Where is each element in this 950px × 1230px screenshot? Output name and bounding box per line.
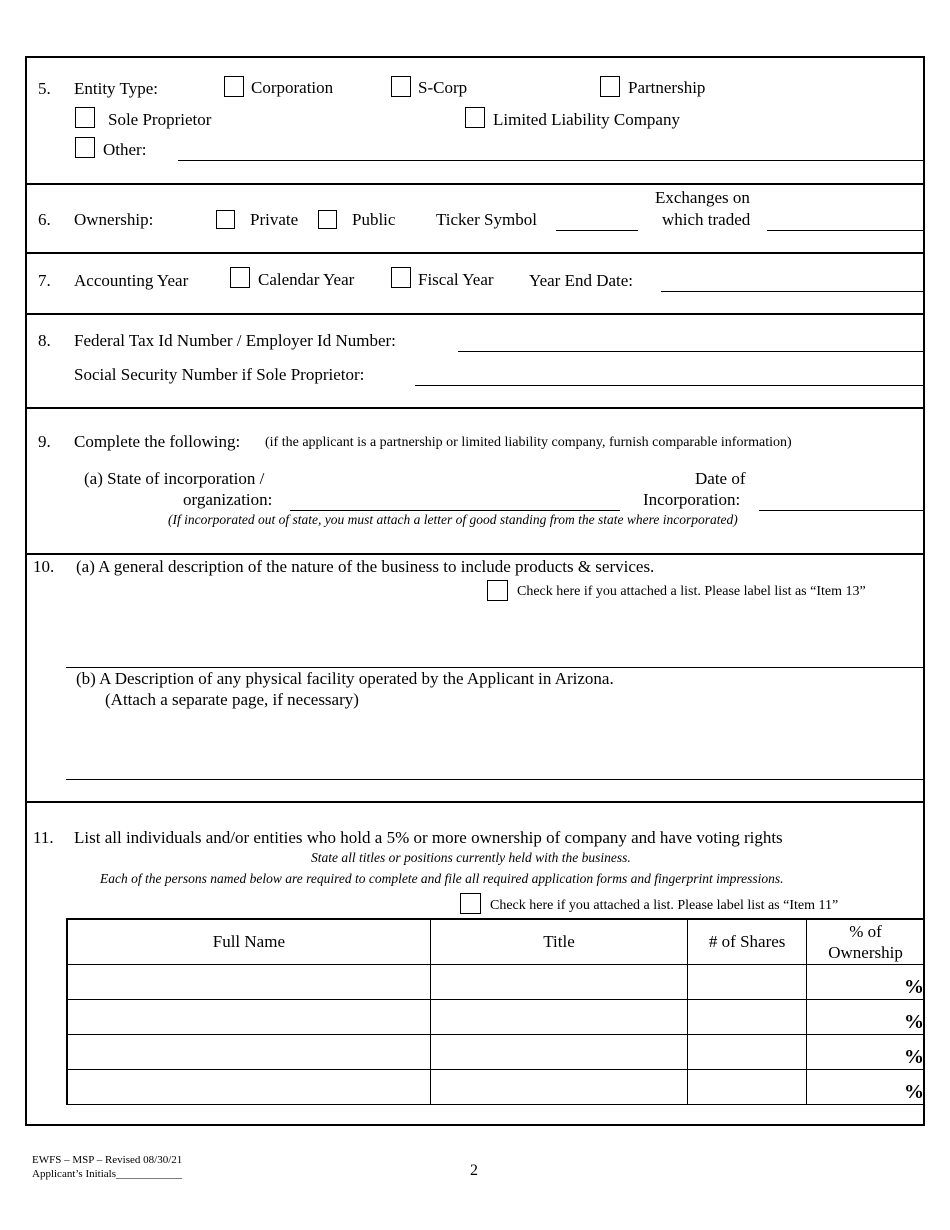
ssn-input-line[interactable]: [415, 385, 924, 386]
shares-cell[interactable]: [688, 1000, 807, 1035]
section-number: 8.: [38, 331, 51, 350]
ownership-label: Ownership:: [74, 210, 154, 229]
date-incorporation-label-line1: Date of: [695, 469, 746, 488]
shares-cell[interactable]: [688, 1070, 807, 1105]
section-divider: [25, 313, 925, 315]
public-checkbox[interactable]: [318, 210, 337, 229]
partnership-checkbox[interactable]: [600, 76, 620, 97]
table-row: [67, 1000, 925, 1035]
exchanges-label-line2: which traded: [662, 210, 751, 229]
ownership-pct-cell[interactable]: %: [807, 1035, 925, 1070]
section-number: 6.: [38, 210, 51, 229]
partnership-label: Partnership: [628, 78, 706, 97]
state-incorporation-input-line[interactable]: [290, 510, 620, 511]
exchanges-label-line1: Exchanges on: [655, 188, 750, 207]
title-cell[interactable]: [430, 965, 687, 1000]
ownership-pct-header-line2: Ownership: [828, 943, 903, 962]
business-description-input-line[interactable]: [66, 667, 924, 668]
ownership-pct-header: [807, 919, 925, 965]
full-name-cell[interactable]: [67, 1035, 430, 1070]
titles-instruction: State all titles or positions currently held with the business.: [311, 850, 631, 865]
section-divider: [25, 801, 925, 803]
llc-checkbox[interactable]: [465, 107, 485, 128]
fein-input-line[interactable]: [458, 351, 924, 352]
shares-cell[interactable]: [688, 1035, 807, 1070]
ownership-pct-cell[interactable]: %: [807, 1000, 925, 1035]
section-divider: [25, 553, 925, 555]
complete-following-label: Complete the following:: [74, 432, 241, 451]
full-name-cell[interactable]: [67, 1000, 430, 1035]
business-description-label: (a) A general description of the nature of the business to include products & services.: [76, 557, 655, 576]
physical-facility-note: (Attach a separate page, if necessary): [105, 690, 359, 709]
llc-label: Limited Liability Company: [493, 110, 680, 129]
section-divider: [25, 252, 925, 254]
state-incorporation-label-line1: (a) State of incorporation /: [84, 469, 265, 488]
section-number: 5.: [38, 79, 51, 98]
title-cell[interactable]: [430, 1000, 687, 1035]
full-name-header: Full Name: [67, 919, 430, 965]
section-number: 11.: [33, 828, 54, 847]
section-number: 9.: [38, 432, 51, 451]
section-divider: [25, 407, 925, 409]
date-incorporation-label-line2: Incorporation:: [643, 490, 741, 509]
comparable-info-note: (if the applicant is a partnership or limited liability company, furnish comparable information): [265, 435, 792, 450]
other-checkbox[interactable]: [75, 137, 95, 158]
shares-cell[interactable]: [688, 965, 807, 1000]
good-standing-footnote: (If incorporated out of state, you must attach a letter of good standing from the state where incorporated): [168, 512, 738, 527]
ssn-label: Social Security Number if Sole Proprietor:: [74, 365, 365, 384]
scorp-checkbox[interactable]: [391, 76, 411, 97]
private-label: Private: [250, 210, 299, 229]
physical-facility-label: (b) A Description of any physical facility operated by the Applicant in Arizona.: [76, 669, 614, 688]
item11-list-checkbox[interactable]: [460, 893, 481, 914]
ticker-symbol-label: Ticker Symbol: [436, 210, 537, 229]
ownership-pct-cell[interactable]: %: [807, 965, 925, 1000]
fein-label: Federal Tax Id Number / Employer Id Number:: [74, 331, 396, 350]
item13-list-checkbox[interactable]: [487, 580, 508, 601]
ownership-table: [66, 918, 925, 1105]
calendar-year-label: Calendar Year: [258, 270, 355, 289]
applicant-initials: Applicant’s Initials____________: [32, 1168, 183, 1180]
table-row: [67, 965, 925, 1000]
title-cell[interactable]: [430, 1070, 687, 1105]
other-input-line[interactable]: [178, 160, 924, 161]
fingerprint-instruction: Each of the persons named below are required to complete and file all required application forms and fingerprint impressions.: [100, 871, 784, 886]
table-row: [67, 1070, 925, 1105]
ticker-symbol-input-line[interactable]: [556, 230, 638, 231]
entity-type-label: Entity Type:: [74, 79, 158, 98]
title-header: Title: [430, 919, 687, 965]
physical-facility-input-line[interactable]: [66, 779, 924, 780]
page-number: 2: [470, 1162, 478, 1179]
sole-proprietor-checkbox[interactable]: [75, 107, 95, 128]
shares-header: # of Shares: [688, 919, 807, 965]
scorp-label: S-Corp: [418, 78, 468, 97]
other-label: Other:: [103, 140, 147, 159]
public-label: Public: [352, 210, 396, 229]
ownership-pct-header-line1: % of: [849, 922, 882, 941]
section-number: 7.: [38, 271, 51, 290]
title-cell[interactable]: [430, 1035, 687, 1070]
year-end-date-label: Year End Date:: [529, 271, 634, 290]
section-number: 10.: [33, 557, 55, 576]
full-name-cell[interactable]: [67, 1070, 430, 1105]
date-incorporation-input-line[interactable]: [759, 510, 924, 511]
accounting-year-label: Accounting Year: [74, 271, 189, 290]
year-end-date-input-line[interactable]: [661, 291, 924, 292]
exchanges-input-line[interactable]: [767, 230, 924, 231]
fiscal-year-label: Fiscal Year: [418, 270, 494, 289]
calendar-year-checkbox[interactable]: [230, 267, 250, 288]
full-name-cell[interactable]: [67, 965, 430, 1000]
table-header-row: [67, 919, 925, 965]
section-divider: [25, 183, 925, 185]
corporation-label: Corporation: [251, 78, 334, 97]
corporation-checkbox[interactable]: [224, 76, 244, 97]
state-incorporation-label-line2: organization:: [183, 490, 273, 509]
table-row: [67, 1035, 925, 1070]
form-revision-id: EWFS – MSP – Revised 08/30/21: [32, 1154, 183, 1166]
ownership-list-label: List all individuals and/or entities who hold a 5% or more ownership of company and have voting rights: [74, 828, 783, 847]
private-checkbox[interactable]: [216, 210, 235, 229]
sole-proprietor-label: Sole Proprietor: [108, 110, 212, 129]
fiscal-year-checkbox[interactable]: [391, 267, 411, 288]
ownership-pct-cell[interactable]: %: [807, 1070, 925, 1105]
item13-check-label: Check here if you attached a list. Please label list as “Item 13”: [517, 584, 866, 599]
item11-check-label: Check here if you attached a list. Please label list as “Item 11”: [490, 898, 839, 913]
